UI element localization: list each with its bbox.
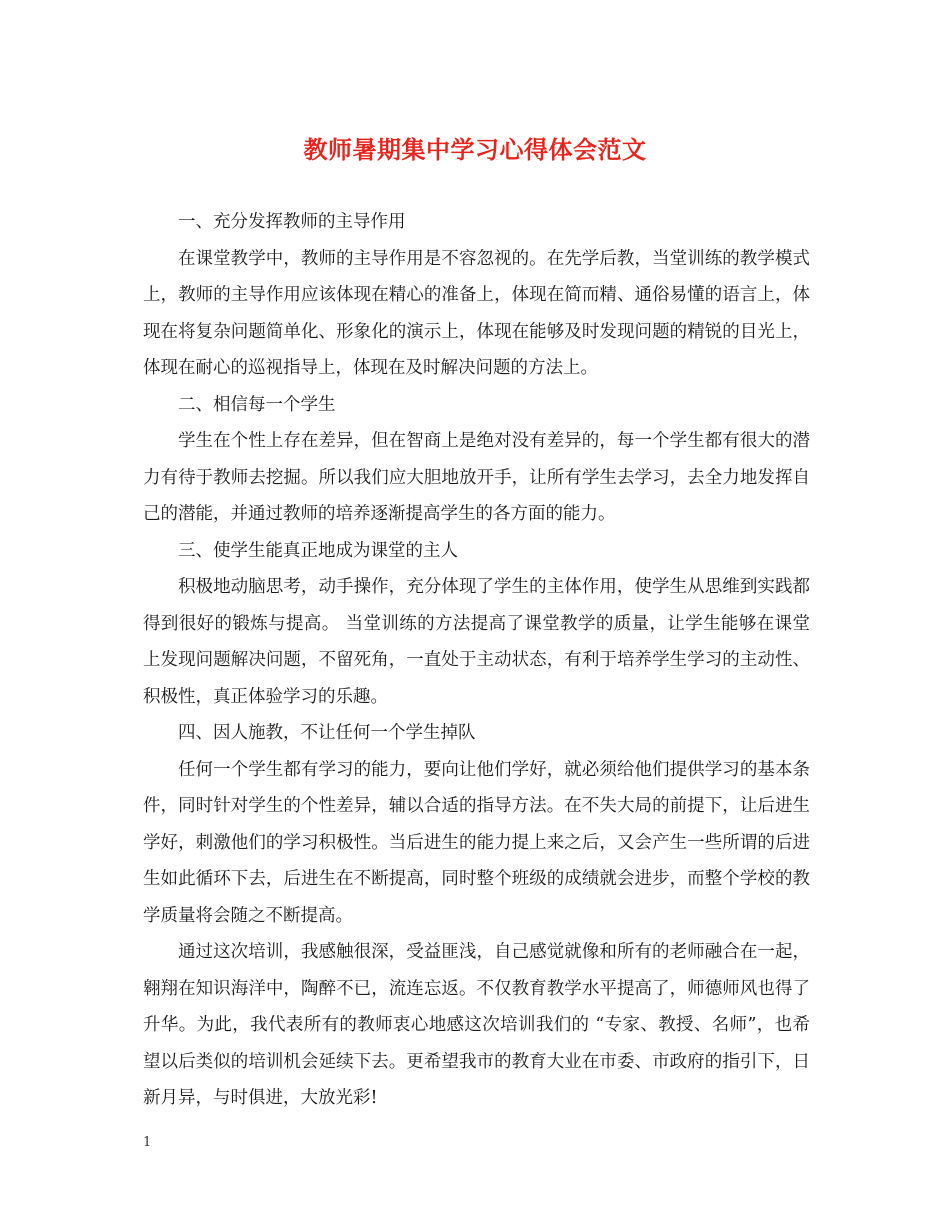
- body-paragraph-1: 在课堂教学中，教师的主导作用是不容忽视的。在先学后教，当堂训练的教学模式上，教师的主导作用应该体现在精心的准备上，体现在简而精、通俗易懂的语言上，体现在将复杂问题简单化、形象化的演示上，体现在能够及时发现问题的精锐的目光上，体现在耐心的巡视指导上，体现在及时解决问题的方法上。: [143, 248, 810, 378]
- conclusion-paragraph: 通过这次培训，我感触很深，受益匪浅，自己感觉就像和所有的老师融合在一起，翱翔在知识海洋中，陶醉不已，流连忘返。不仅教育教学水平提高了，师德师风也得了升华。为此，我代表所有的教师衷心地感这次培训我们的 “专家、教授、名师”，也希望以后类似的培训机会延续下去。更希望我市的教育大业在市委、市政府的指引下，日新月异，与时俱进，大放光彩!: [143, 942, 810, 1108]
- section-heading-2: 二、相信每一个学生: [178, 394, 336, 415]
- body-paragraph-2: 学生在个性上存在差异，但在智商上是绝对没有差异的，每一个学生都有很大的潜力有待于教师去挖掘。所以我们应大胆地放开手，让所有学生去学习，去全力地发挥自己的潜能，并通过教师的培养逐渐提高学生的各方面的能力。: [143, 431, 810, 524]
- body-paragraph-3: 积极地动脑思考，动手操作，充分体现了学生的主体作用，使学生从思维到实践都得到很好的锻炼与提高。 当堂训练的方法提高了课堂教学的质量，让学生能够在课堂上发现问题解决问题，不留死角，一直处于主动状态，有利于培养学生学习的主动性、积极性，真正体验学习的乐趣。: [143, 577, 810, 707]
- section-heading-4: 四、因人施教，不让任何一个学生掉队: [178, 723, 476, 743]
- page-number: 1: [143, 1135, 152, 1150]
- document-title: 教师暑期集中学习心得体会范文: [303, 135, 647, 164]
- document-body: [143, 204, 810, 1117]
- section-heading-1: 一、充分发挥教师的主导作用: [178, 212, 406, 232]
- body-paragraph-4: 任何一个学生都有学习的能力，要向让他们学好，就必须给他们提供学习的基本条件，同时针对学生的个性差异，辅以合适的指导方法。在不失大局的前提下，让后进生学好，刺激他们的学习积极性。当后进生的能力提上来之后，又会产生一些所谓的后进生如此循环下去，后进生在不断提高，同时整个班级的成绩就会进步，而整个学校的教学质量将会随之不断提高。: [143, 759, 810, 926]
- section-heading-3: 三、使学生能真正地成为课堂的主人: [178, 540, 458, 561]
